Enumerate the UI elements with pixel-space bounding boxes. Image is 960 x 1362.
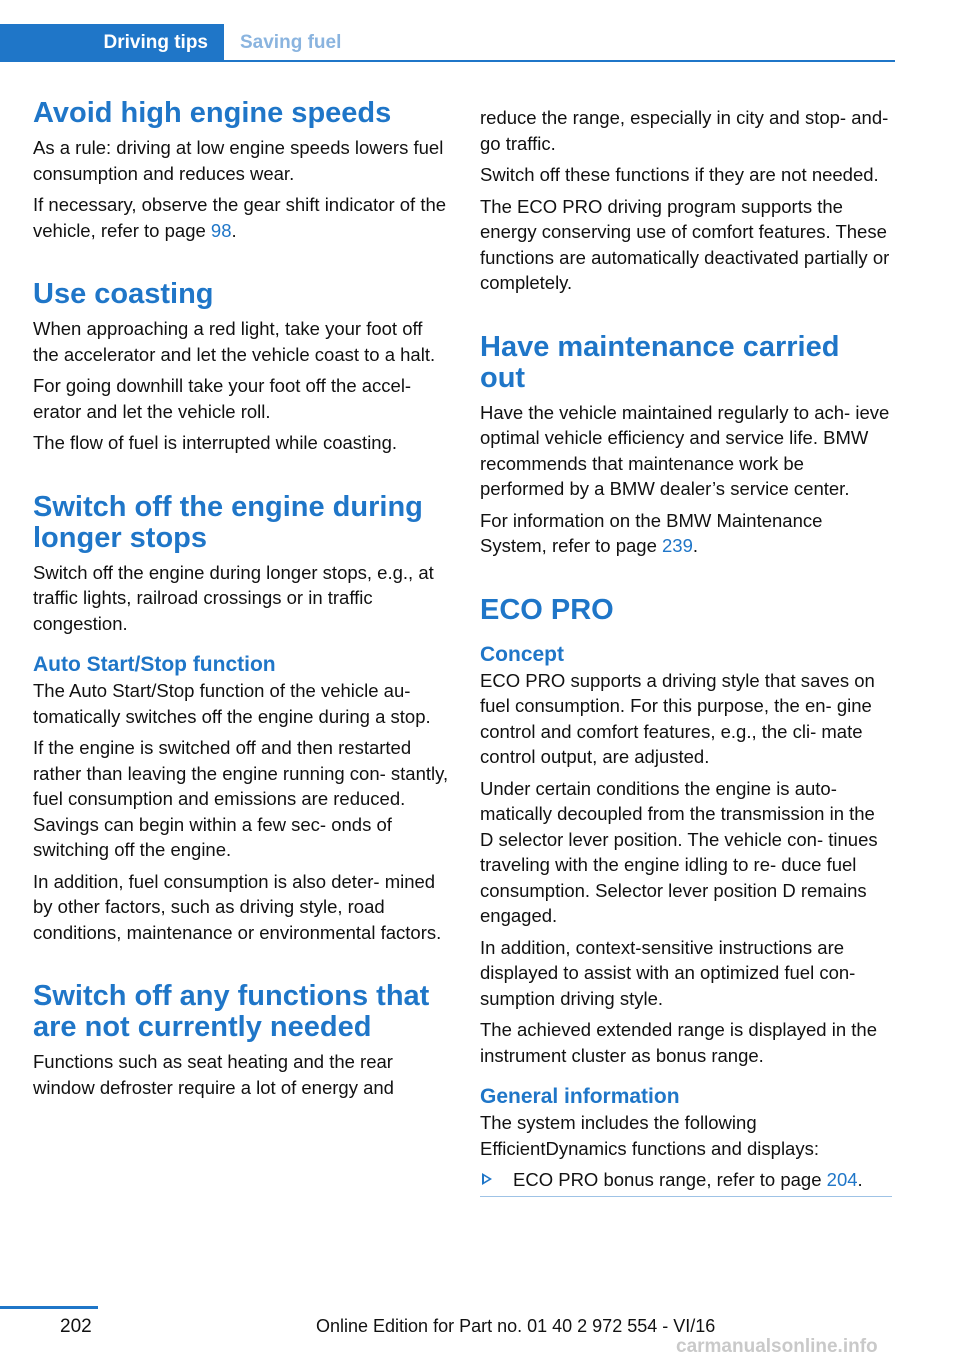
subheading-auto-start-stop: Auto Start/Stop function	[33, 653, 276, 676]
heading-have-maintenance: Have maintenance carried out	[480, 330, 840, 394]
paragraph: For information on the BMW Maintenance System, refer to page 239.	[480, 509, 823, 556]
paragraph: If necessary, observe the gear shift indicator of the vehicle, refer to page 98.	[33, 194, 447, 241]
watermark: carmanualsonline.info	[676, 1336, 878, 1357]
paragraph: When approaching a red light, take your foot off the accelerator and let the vehicle coast to a halt.	[33, 318, 436, 365]
section-tab-driving-tips[interactable]: Driving tips	[0, 24, 224, 62]
paragraph: Have the vehicle maintained regularly to ach‐ ieve optimal vehicle efficiency and service life. BMW recommends that maintenance work be performed by a BMW dealer’s service center.	[480, 401, 890, 499]
page-link-239[interactable]: 239	[662, 535, 693, 556]
triangle-bullet-icon	[482, 1173, 492, 1185]
page-header	[0, 24, 895, 62]
paragraph: The ECO PRO driving program supports the energy conserving use of comfort features. These functions are automatically deactivated partially or completely.	[480, 195, 890, 293]
subheading-general-information: General information	[480, 1085, 680, 1108]
paragraph: For going downhill take your foot off the accel‐ erator and let the vehicle roll.	[33, 375, 412, 422]
paragraph: The system includes the following EfficientDynamics functions and displays:	[480, 1112, 819, 1159]
edition-footer: Online Edition for Part no. 01 40 2 972 554 - VI/16	[316, 1316, 716, 1336]
page-number: 202	[60, 1316, 92, 1337]
paragraph: Under certain conditions the engine is auto‐ matically decoupled from the transmission in the D selector lever position. The vehicle con‐ tinues traveling with the engine idling to re‐ duce fuel consumption. Selector lever position D remains engaged.	[480, 777, 878, 926]
heading-use-coasting: Use coasting	[33, 278, 214, 310]
subheading-concept: Concept	[480, 642, 564, 666]
paragraph: ECO PRO supports a driving style that saves on fuel consumption. For this purpose, the en‐ gine control and comfort features, e.g., the cli‐ mate control output, are adjusted.	[480, 669, 875, 767]
page-link-204[interactable]: 204	[826, 1169, 858, 1190]
heading-eco-pro: ECO PRO	[480, 593, 614, 626]
heading-switch-off-functions: Switch off any functions that are not currently needed	[33, 980, 430, 1043]
paragraph: As a rule: driving at low engine speeds lowers fuel consumption and reduces wear.	[33, 137, 444, 184]
list-divider	[480, 1196, 892, 1197]
paragraph: The achieved extended range is displayed in the instrument cluster as bonus range.	[480, 1019, 877, 1066]
paragraph: Switch off these functions if they are not needed.	[480, 164, 879, 185]
paragraph: reduce the range, especially in city and stop- and-go traffic.	[480, 107, 889, 154]
paragraph: If the engine is switched off and then restarted rather than leaving the engine running con‐ stantly, fuel consumption and emissions are reduced. Savings can begin within a few sec‐ onds of switching off the engine.	[33, 737, 449, 860]
section-tab-saving-fuel[interactable]: Saving fuel	[240, 32, 342, 53]
paragraph: In addition, context-sensitive instructions are displayed to assist with an optimized fuel con‐ sumption driving style.	[480, 936, 856, 1009]
heading-avoid-high-engine-speeds: Avoid high engine speeds	[33, 97, 392, 129]
left-column	[33, 98, 453, 1100]
list-item: ECO PRO bonus range, refer to page 204.	[480, 1167, 892, 1193]
page-number-rule	[0, 1306, 98, 1309]
page-link-98[interactable]: 98	[210, 219, 232, 241]
paragraph: The Auto Start/Stop function of the vehicle au‐ tomatically switches off the engine during a stop.	[33, 680, 431, 727]
paragraph: Functions such as seat heating and the rear window defroster require a lot of energy and	[33, 1051, 394, 1098]
right-column	[480, 105, 892, 1197]
header-divider	[224, 60, 895, 62]
paragraph: Switch off the engine during longer stops, e.g., at traffic lights, railroad crossings or in traffic congestion.	[33, 561, 434, 634]
paragraph: In addition, fuel consumption is also deter‐ mined by other factors, such as driving style, road conditions, maintenance or environmental factors.	[33, 870, 442, 943]
paragraph: The flow of fuel is interrupted while coasting.	[33, 432, 398, 453]
heading-switch-off-engine: Switch off the engine during longer stops	[33, 490, 423, 554]
